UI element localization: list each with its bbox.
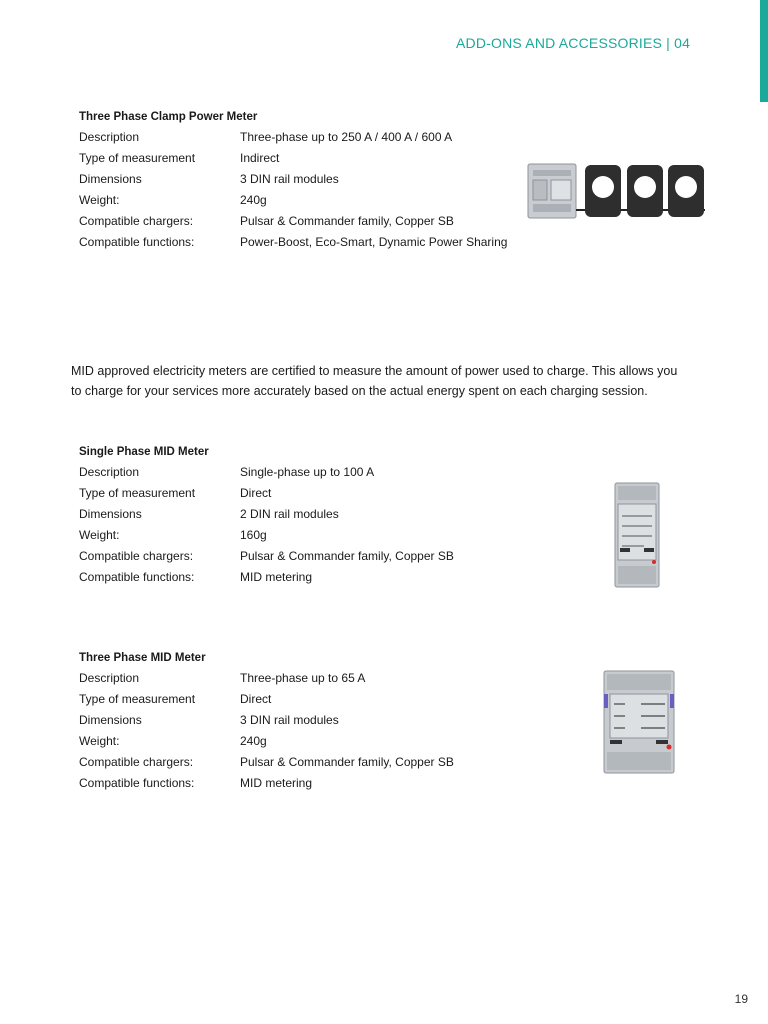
spec-row xyxy=(79,752,454,773)
spec-row xyxy=(79,689,454,710)
single-phase-mid-meter-image xyxy=(614,482,660,588)
spec-label: Description xyxy=(79,130,140,144)
clamp-power-meter-image xyxy=(527,162,707,220)
spec-label: Dimensions xyxy=(79,507,142,521)
spec-label: Description xyxy=(79,465,140,479)
spec-row xyxy=(79,483,454,504)
spec-label: Weight: xyxy=(79,734,120,748)
spec-value: Power-Boost, Eco-Smart, Dynamic Power Sharing xyxy=(240,235,508,249)
spec-row xyxy=(79,731,454,752)
spec-value: Pulsar & Commander family, Copper SB xyxy=(240,549,454,563)
spec-value: MID metering xyxy=(240,570,313,584)
three-phase-mid-meter-image xyxy=(603,670,675,774)
spec-label: Type of measurement xyxy=(79,486,196,500)
spec-label: Compatible functions: xyxy=(79,235,195,249)
spec-value: 160g xyxy=(240,528,267,542)
spec-value: Indirect xyxy=(240,151,280,165)
three-phase-mid-meter-section xyxy=(79,652,454,794)
spec-value: Direct xyxy=(240,692,272,706)
spec-row xyxy=(79,232,507,253)
spec-row xyxy=(79,710,454,731)
spec-value: 3 DIN rail modules xyxy=(240,713,339,727)
section-title: Three Phase MID Meter xyxy=(79,652,206,664)
spec-label: Description xyxy=(79,671,140,685)
spec-row xyxy=(79,148,507,169)
spec-label: Type of measurement xyxy=(79,692,196,706)
single-phase-mid-meter-section xyxy=(79,446,454,588)
page-number: 19 xyxy=(734,992,748,1006)
spec-row xyxy=(79,546,454,567)
spec-value: 2 DIN rail modules xyxy=(240,507,339,521)
spec-value: Direct xyxy=(240,486,272,500)
spec-label: Dimensions xyxy=(79,172,142,186)
section-title: Single Phase MID Meter xyxy=(79,446,209,458)
spec-value: Single-phase up to 100 A xyxy=(240,465,375,479)
spec-label: Compatible chargers: xyxy=(79,549,194,563)
spec-row xyxy=(79,462,454,483)
spec-label: Weight: xyxy=(79,193,120,207)
spec-value: 3 DIN rail modules xyxy=(240,172,339,186)
spec-row xyxy=(79,169,507,190)
spec-row xyxy=(79,773,454,794)
spec-row xyxy=(79,190,507,211)
spec-label: Compatible functions: xyxy=(79,570,195,584)
page-header-title: ADD-ONS AND ACCESSORIES | 04 xyxy=(456,35,691,51)
spec-label: Compatible chargers: xyxy=(79,214,194,228)
spec-row xyxy=(79,211,507,232)
accent-bar xyxy=(760,0,768,102)
section-title: Three Phase Clamp Power Meter xyxy=(79,111,258,123)
spec-value: MID metering xyxy=(240,776,313,790)
spec-label: Compatible chargers: xyxy=(79,755,194,769)
clamp-power-meter-section xyxy=(79,111,507,253)
spec-row xyxy=(79,504,454,525)
spec-row xyxy=(79,525,454,546)
spec-value: Three-phase up to 65 A xyxy=(240,671,366,685)
spec-row xyxy=(79,668,454,689)
spec-value: Three-phase up to 250 A / 400 A / 600 A xyxy=(240,130,453,144)
spec-label: Compatible functions: xyxy=(79,776,195,790)
spec-value: Pulsar & Commander family, Copper SB xyxy=(240,214,454,228)
mid-intro-paragraph: MID approved electricity meters are certified to measure the amount of power used to charge. This allows you to charge for your services more accurately based on the actual energy spent on each charging session. xyxy=(71,364,678,398)
spec-value: Pulsar & Commander family, Copper SB xyxy=(240,755,454,769)
spec-row xyxy=(79,567,454,588)
spec-value: 240g xyxy=(240,193,267,207)
spec-label: Dimensions xyxy=(79,713,142,727)
spec-row xyxy=(79,127,507,148)
spec-label: Type of measurement xyxy=(79,151,196,165)
spec-label: Weight: xyxy=(79,528,120,542)
spec-value: 240g xyxy=(240,734,267,748)
